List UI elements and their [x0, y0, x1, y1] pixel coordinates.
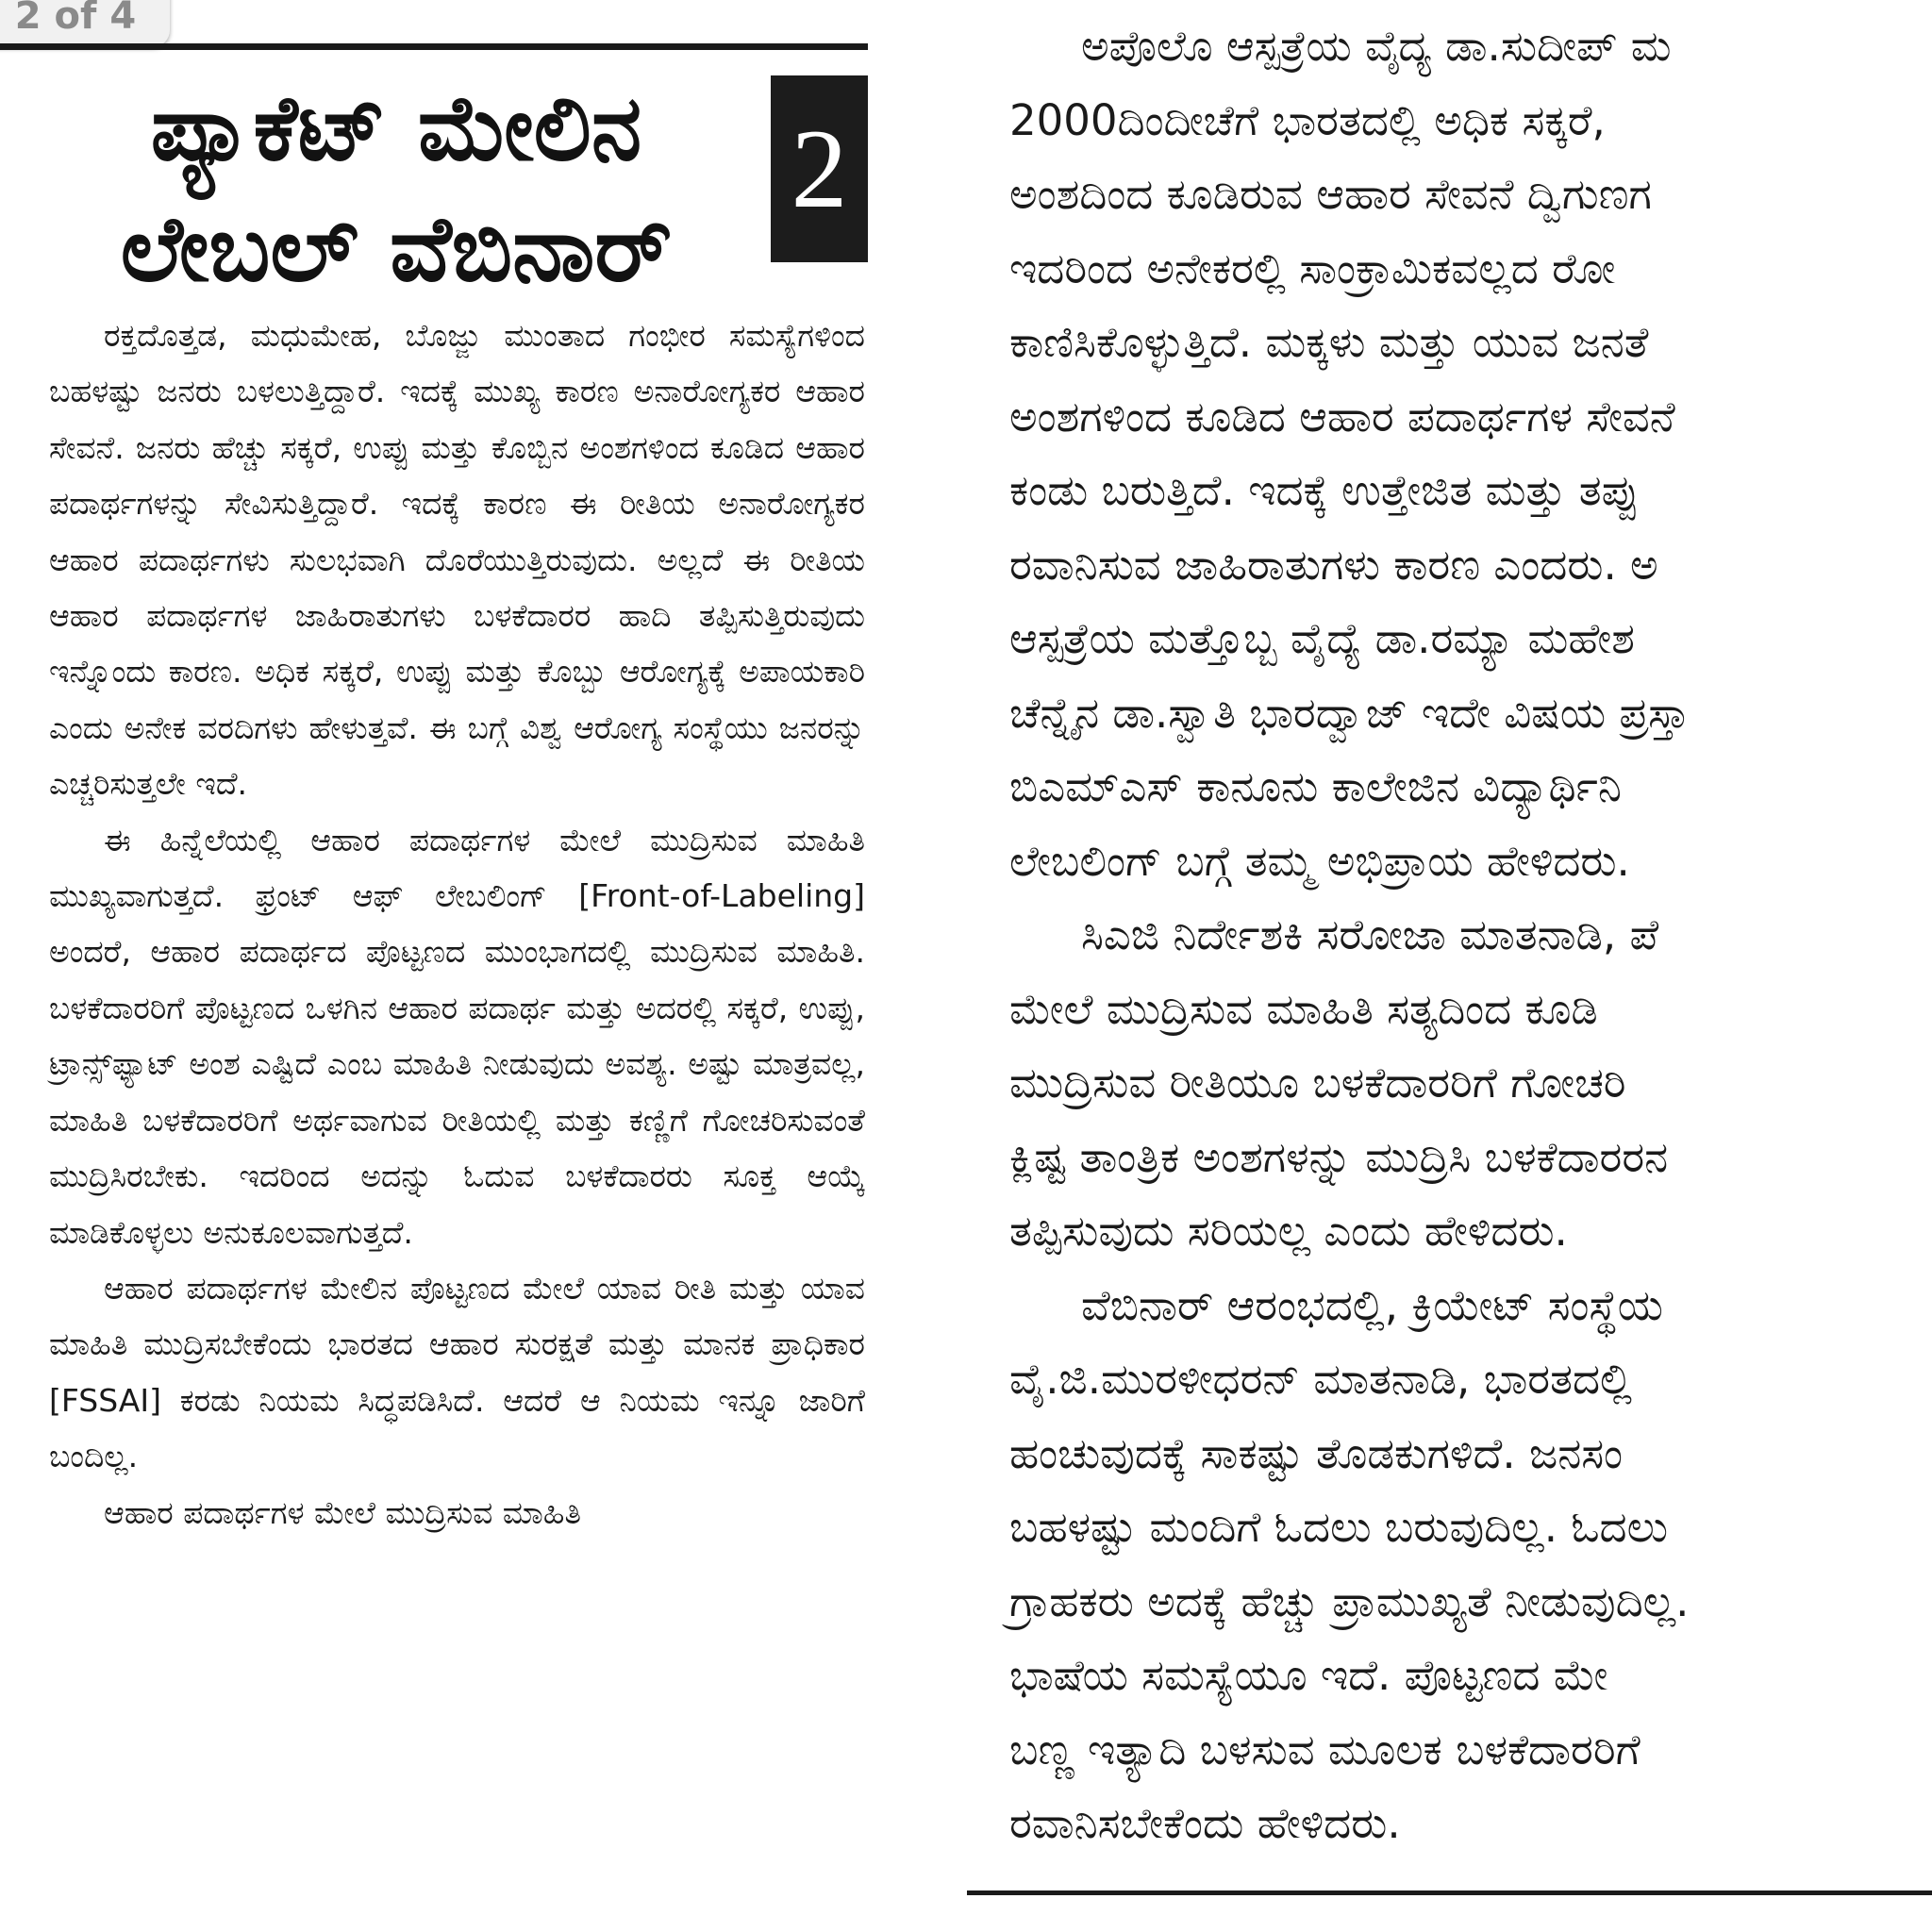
left-paragraph-4: ಆಹಾರ ಪದಾರ್ಥಗಳ ಮೇಲೆ ಮುದ್ರಿಸುವ ಮಾಹಿತಿ: [104, 1493, 581, 1531]
bottom-rule: [967, 1890, 1932, 1895]
page-indicator: 2 of 4: [0, 0, 170, 47]
left-column: [0, 0, 873, 1932]
right-line-24: ಬಣ್ಣ ಇತ್ಯಾದಿ ಬಳಸುವ ಮೂಲಕ ಬಳಕೆದಾರರಿಗೆ: [1009, 1724, 1641, 1774]
right-column: [962, 0, 1932, 1932]
right-line-7: ಕಂಡು ಬರುತ್ತಿದೆ. ಇದಕ್ಕೆ ಉತ್ತೇಜಿತ ಮತ್ತು ತಪ್ಪು: [1009, 465, 1640, 515]
right-line-4: ಇದರಿಂದ ಅನೇಕರಲ್ಲಿ ಸಾಂಕ್ರಾಮಿಕವಲ್ಲದ ರೋ: [1009, 242, 1616, 293]
right-line-2: 2000ದಿಂದೀಚೆಗೆ ಭಾರತದಲ್ಲಿ ಅಧಿಕ ಸಕ್ಕರೆ,: [1009, 94, 1606, 145]
right-line-6: ಅಂಶಗಳಿಂದ ಕೂಡಿದ ಆಹಾರ ಪದಾರ್ಥಗಳ ಸೇವನೆ: [1009, 391, 1675, 441]
right-line-3: ಅಂಶದಿಂದ ಕೂಡಿರುವ ಆಹಾರ ಸೇವನೆ ದ್ವಿಗುಣಗ: [1009, 169, 1652, 219]
right-body-text: [1009, 9, 1932, 1861]
top-rule: [0, 43, 868, 50]
right-line-15: ಮುದ್ರಿಸುವ ರೀತಿಯೂ ಬಳಕೆದಾರರಿಗೆ ಗೋಚರಿ: [1009, 1058, 1626, 1108]
right-line-20: ಹಂಚುವುದಕ್ಕೆ ಸಾಕಷ್ಟು ತೊಡಕುಗಳಿದೆ. ಜನಸಂ: [1009, 1427, 1624, 1478]
right-line-25: ರವಾನಿಸಬೇಕೆಂದು ಹೇಳಿದರು.: [1009, 1798, 1401, 1848]
right-line-5: ಕಾಣಿಸಿಕೊಳ್ಳುತ್ತಿದೆ. ಮಕ್ಕಳು ಮತ್ತು ಯುವ ಜನತೆ: [1009, 317, 1649, 367]
headline: [38, 68, 755, 309]
article-number: 2: [791, 106, 848, 231]
right-line-11: ಬಿಎಮ್‌ಎಸ್ ಕಾನೂನು ಕಾಲೇಜಿನ ವಿದ್ಯಾರ್ಥಿನಿ: [1009, 761, 1622, 811]
right-line-21: ಬಹಳಷ್ಟು ಮಂದಿಗೆ ಓದಲು ಬರುವುದಿಲ್ಲ. ಓದಲು: [1009, 1502, 1669, 1552]
left-paragraph-2: ಈ ಹಿನ್ನೆಲೆಯಲ್ಲಿ ಆಹಾರ ಪದಾರ್ಥಗಳ ಮೇಲೆ ಮುದ್ರಿಸುವ ಮಾಹಿತಿ ಮುಖ್ಯವಾಗುತ್ತದೆ. ಫ್ರಂಟ್ ಆಫ್ ಲೇಬಲಿಂಗ್ [Front-of-Labeling] ಅಂದರೆ, ಆಹಾರ ಪದಾರ್ಥದ ಪೊಟ್ಟಣದ ಮುಂಭಾಗದಲ್ಲಿ ಮುದ್ರಿಸುವ ಮಾಹಿತಿ. ಬಳಕೆದಾರರಿಗೆ ಪೊಟ್ಟಣದ ಒಳಗಿನ ಆಹಾರ ಪದಾರ್ಥ ಮತ್ತು ಅದರಲ್ಲಿ ಸಕ್ಕರೆ, ಉಪ್ಪು, ಟ್ರಾನ್ಸ್‌ಫ್ಯಾಟ್ ಅಂಶ ಎಷ್ಟಿದೆ ಎಂಬ ಮಾಹಿತಿ ನೀಡುವುದು ಅವಶ್ಯ. ಅಷ್ಟು ಮಾತ್ರವಲ್ಲ, ಮಾಹಿತಿ ಬಳಕೆದಾರರಿಗೆ ಅರ್ಥವಾಗುವ ರೀತಿಯಲ್ಲಿ ಮತ್ತು ಕಣ್ಣಿಗೆ ಗೋಚರಿಸುವಂತೆ ಮುದ್ರಿಸಿರಬೇಕು. ಇದರಿಂದ ಅದನ್ನು ಓದುವ ಬಳಕೆದಾರರು ಸೂಕ್ತ ಆಯ್ಕೆ ಮಾಡಿಕೊಳ್ಳಲು ಅನುಕೂಲವಾಗುತ್ತದೆ.: [49, 821, 865, 1251]
right-line-19: ವೈ.ಜಿ.ಮುರಳೀಧರನ್ ಮಾತನಾಡಿ, ಭಾರತದಲ್ಲಿ: [1009, 1354, 1633, 1404]
headline-line-2: ಲೇಬಲ್ ವೆಬಿನಾರ್: [120, 196, 673, 302]
right-line-23: ಭಾಷೆಯ ಸಮಸ್ಯೆಯೂ ಇದೆ. ಪೊಟ್ಟಣದ ಮೇ: [1009, 1650, 1608, 1700]
right-line-18: ವೆಬಿನಾರ್ ಆರಂಭದಲ್ಲಿ, ಕ್ರಿಯೇಟ್ ಸಂಸ್ಥೆಯ: [1081, 1279, 1663, 1330]
left-body-text: [49, 308, 865, 1541]
right-line-10: ಚೆನ್ನೈನ ಡಾ.ಸ್ವಾತಿ ಭಾರದ್ವಾಜ್ ಇದೇ ವಿಷಯ ಪ್ರಸ್ತಾ: [1009, 687, 1690, 738]
right-line-16: ಕ್ಲಿಷ್ಟ ತಾಂತ್ರಿಕ ಅಂಶಗಳನ್ನು ಮುದ್ರಿಸಿ ಬಳಕೆದಾರರನ: [1009, 1131, 1669, 1182]
article-number-box: [771, 75, 868, 262]
right-line-1: ಅಪೊಲೊ ಆಸ್ಪತ್ರೆಯ ವೈದ್ಯ ಡಾ.ಸುದೀಪ್ ಮ: [1081, 21, 1672, 71]
left-paragraph-3: ಆಹಾರ ಪದಾರ್ಥಗಳ ಮೇಲಿನ ಪೊಟ್ಟಣದ ಮೇಲೆ ಯಾವ ರೀತಿ ಮತ್ತು ಯಾವ ಮಾಹಿತಿ ಮುದ್ರಿಸಬೇಕೆಂದು ಭಾರತದ ಆಹಾರ ಸುರಕ್ಷತೆ ಮತ್ತು ಮಾನಕ ಪ್ರಾಧಿಕಾರ [FSSAI] ಕರಡು ನಿಯಮ ಸಿದ್ಧಪಡಿಸಿದೆ. ಆದರೆ ಆ ನಿಯಮ ಇನ್ನೂ ಜಾರಿಗೆ ಬಂದಿಲ್ಲ.: [49, 1269, 865, 1475]
right-line-9: ಆಸ್ಪತ್ರೆಯ ಮತ್ತೊಬ್ಬ ವೈದ್ಯೆ ಡಾ.ರಮ್ಯಾ ಮಹೇಶ: [1009, 613, 1635, 663]
left-paragraph-1: ರಕ್ತದೊತ್ತಡ, ಮಧುಮೇಹ, ಬೊಜ್ಜು ಮುಂತಾದ ಗಂಭೀರ ಸಮಸ್ಯೆಗಳಿಂದ ಬಹಳಷ್ಟು ಜನರು ಬಳಲುತ್ತಿದ್ದಾರೆ. ಇದಕ್ಕೆ ಮುಖ್ಯ ಕಾರಣ ಅನಾರೋಗ್ಯಕರ ಆಹಾರ ಸೇವನೆ. ಜನರು ಹೆಚ್ಚು ಸಕ್ಕರೆ, ಉಪ್ಪು ಮತ್ತು ಕೊಬ್ಬಿನ ಅಂಶಗಳಿಂದ ಕೂಡಿದ ಆಹಾರ ಪದಾರ್ಥಗಳನ್ನು ಸೇವಿಸುತ್ತಿದ್ದಾರೆ. ಇದಕ್ಕೆ ಕಾರಣ ಈ ರೀತಿಯ ಅನಾರೋಗ್ಯಕರ ಆಹಾರ ಪದಾರ್ಥಗಳು ಸುಲಭವಾಗಿ ದೊರೆಯುತ್ತಿರುವುದು. ಅಲ್ಲದೆ ಈ ರೀತಿಯ ಆಹಾರ ಪದಾರ್ಥಗಳ ಜಾಹಿರಾತುಗಳು ಬಳಕೆದಾರರ ಹಾದಿ ತಪ್ಪಿಸುತ್ತಿರುವುದು ಇನ್ನೊಂದು ಕಾರಣ. ಅಧಿಕ ಸಕ್ಕರೆ, ಉಪ್ಪು ಮತ್ತು ಕೊಬ್ಬು ಆರೋಗ್ಯಕ್ಕೆ ಅಪಾಯಕಾರಿ ಎಂದು ಅನೇಕ ವರದಿಗಳು ಹೇಳುತ್ತವೆ. ಈ ಬಗ್ಗೆ ವಿಶ್ವ ಆರೋಗ್ಯ ಸಂಸ್ಥೆಯು ಜನರನ್ನು ಎಚ್ಚರಿಸುತ್ತಲೇ ಇದೆ.: [49, 317, 865, 803]
right-line-8: ರವಾನಿಸುವ ಜಾಹಿರಾತುಗಳು ಕಾರಣ ಎಂದರು. ಅ: [1009, 539, 1658, 590]
right-line-17: ತಪ್ಪಿಸುವುದು ಸರಿಯಲ್ಲ ಎಂದು ಹೇಳಿದರು.: [1009, 1206, 1568, 1256]
right-line-22: ಗ್ರಾಹಕರು ಅದಕ್ಕೆ ಹೆಚ್ಚು ಪ್ರಾಮುಖ್ಯತೆ ನೀಡುವುದಿಲ್ಲ.: [1009, 1575, 1690, 1626]
headline-line-1: ಪ್ಯಾಕೆಟ್ ಮೇಲಿನ: [150, 75, 642, 181]
right-line-12: ಲೇಬಲಿಂಗ್ ಬಗ್ಗೆ ತಮ್ಮ ಅಭಿಪ್ರಾಯ ಹೇಳಿದರು.: [1009, 835, 1630, 886]
right-line-14: ಮೇಲೆ ಮುದ್ರಿಸುವ ಮಾಹಿತಿ ಸತ್ಯದಿಂದ ಕೂಡಿ: [1009, 983, 1598, 1034]
right-line-13: ಸಿಎಜಿ ನಿರ್ದೇಶಕಿ ಸರೋಜಾ ಮಾತನಾಡಿ, ಪೆ: [1081, 909, 1659, 959]
